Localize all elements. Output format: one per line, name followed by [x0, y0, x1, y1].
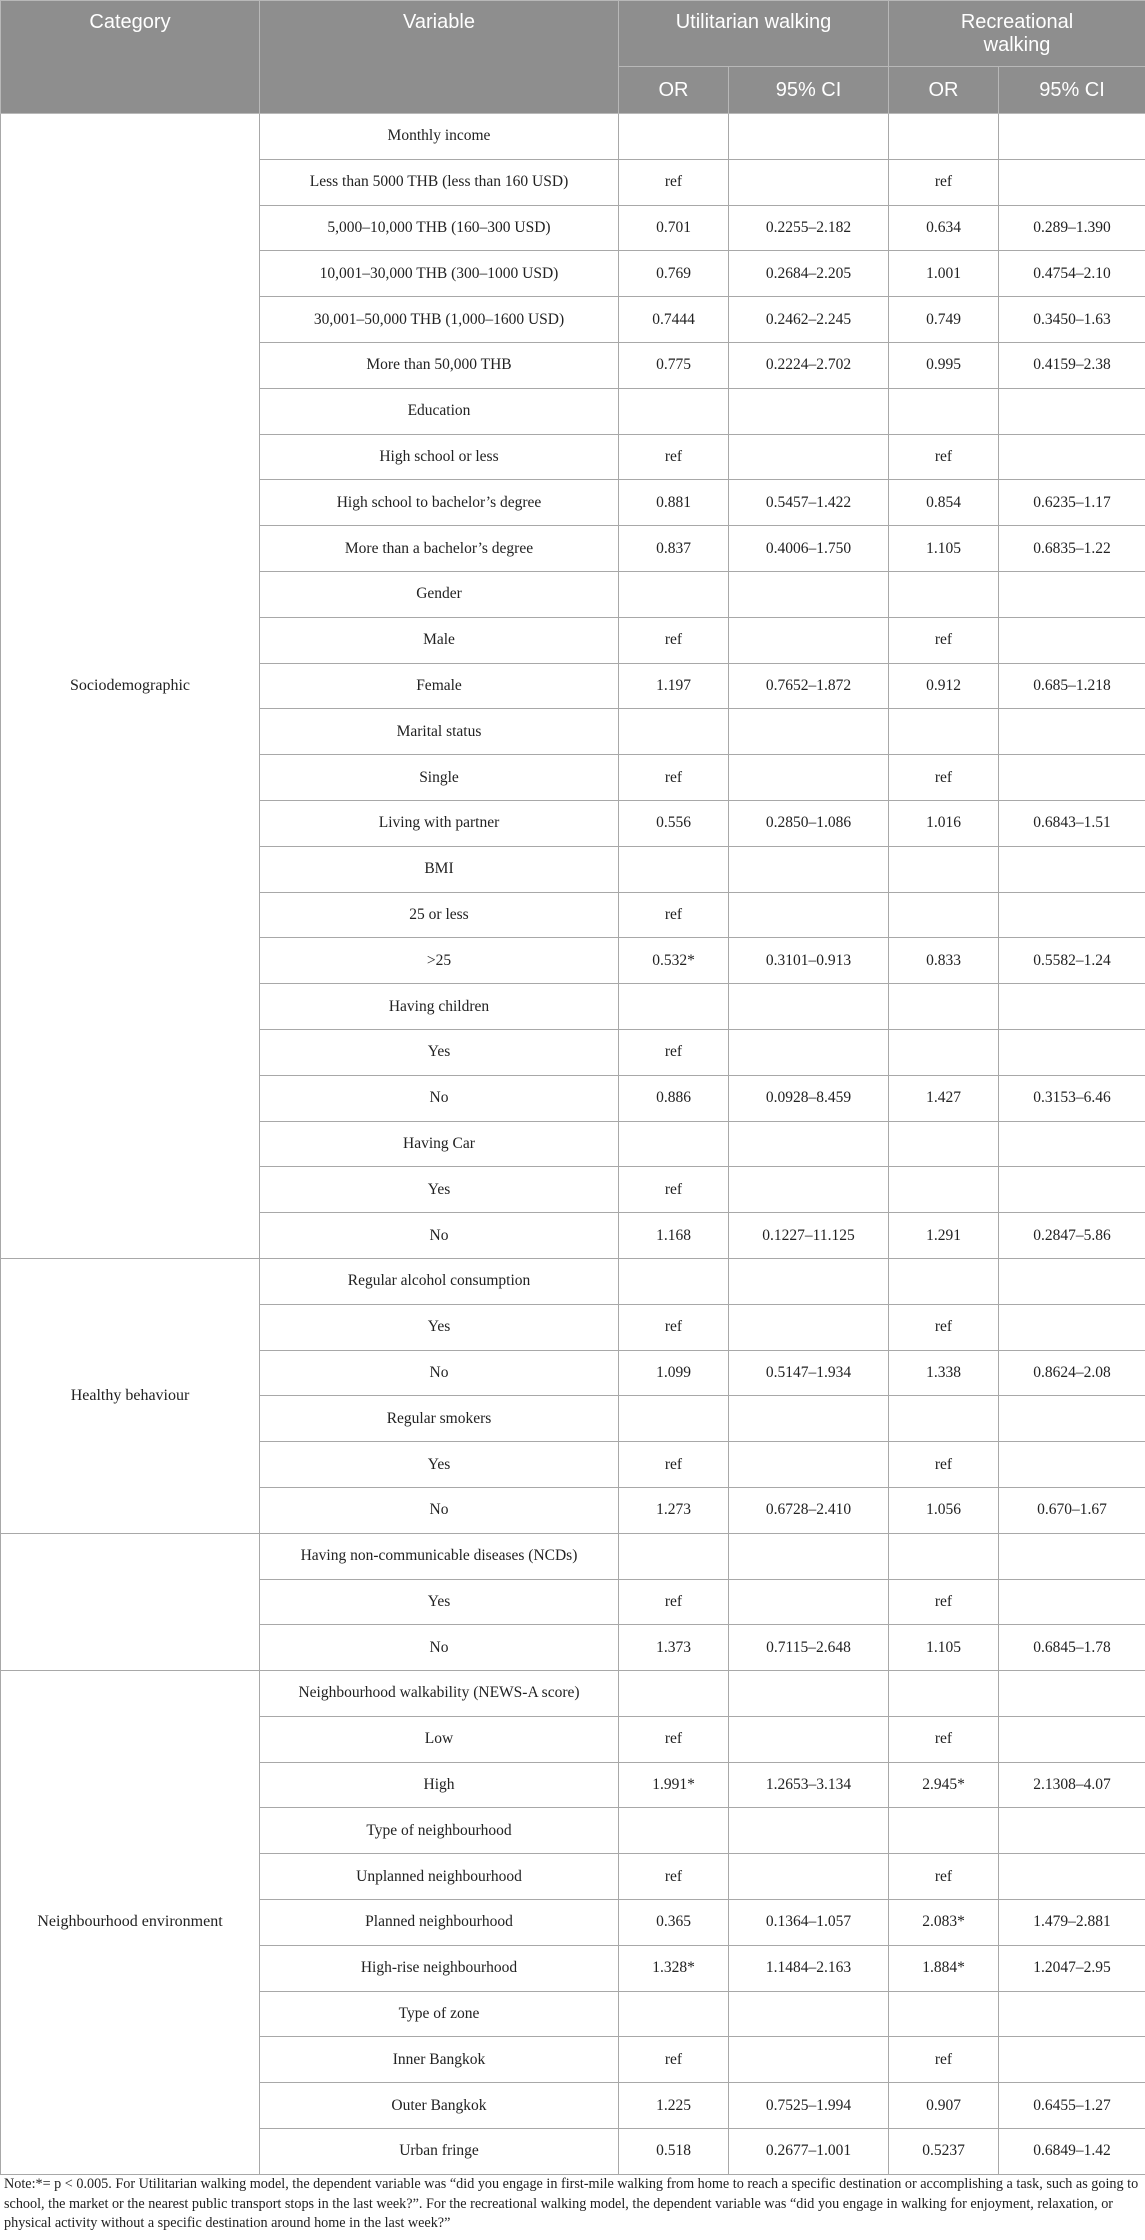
utilitarian-ci-cell: 0.0928–8.459	[729, 1075, 889, 1121]
variable-cell: No	[260, 1350, 619, 1396]
header-utilitarian-or: OR	[619, 67, 729, 114]
recreational-ci-cell	[999, 571, 1145, 617]
utilitarian-ci-cell	[729, 1167, 889, 1213]
header-recreational-or: OR	[889, 67, 999, 114]
recreational-or-cell	[889, 1991, 999, 2037]
utilitarian-or-cell: ref	[619, 755, 729, 801]
variable-cell: More than a bachelor’s degree	[260, 526, 619, 572]
utilitarian-ci-cell	[729, 755, 889, 801]
utilitarian-or-cell	[619, 1121, 729, 1167]
utilitarian-ci-cell	[729, 1854, 889, 1900]
recreational-or-cell	[889, 984, 999, 1030]
recreational-or-cell	[889, 571, 999, 617]
utilitarian-or-cell: 0.556	[619, 800, 729, 846]
utilitarian-or-cell	[619, 571, 729, 617]
variable-cell: No	[260, 1075, 619, 1121]
table-row	[1, 1671, 1145, 1717]
utilitarian-or-cell: ref	[619, 159, 729, 205]
recreational-ci-cell	[999, 1396, 1145, 1442]
recreational-or-cell: 0.634	[889, 205, 999, 251]
utilitarian-or-cell: ref	[619, 617, 729, 663]
variable-cell: Inner Bangkok	[260, 2037, 619, 2083]
utilitarian-or-cell: ref	[619, 1579, 729, 1625]
recreational-or-cell: 1.016	[889, 800, 999, 846]
utilitarian-ci-cell: 0.2850–1.086	[729, 800, 889, 846]
utilitarian-or-cell: 0.837	[619, 526, 729, 572]
category-cell: Healthy behaviour	[1, 1258, 260, 1533]
utilitarian-or-cell: ref	[619, 1442, 729, 1488]
variable-cell: Yes	[260, 1167, 619, 1213]
recreational-or-cell: 1.884*	[889, 1945, 999, 1991]
variable-cell: Female	[260, 663, 619, 709]
utilitarian-ci-cell	[729, 892, 889, 938]
utilitarian-or-cell: 0.769	[619, 251, 729, 297]
utilitarian-or-cell: 1.328*	[619, 1945, 729, 1991]
recreational-or-cell	[889, 1121, 999, 1167]
utilitarian-ci-cell: 0.7652–1.872	[729, 663, 889, 709]
recreational-ci-cell: 0.3153–6.46	[999, 1075, 1145, 1121]
variable-cell: Type of zone	[260, 1991, 619, 2037]
utilitarian-or-cell: 0.365	[619, 1900, 729, 1946]
utilitarian-ci-cell: 0.2677–1.001	[729, 2129, 889, 2175]
recreational-ci-cell	[999, 1854, 1145, 1900]
utilitarian-ci-cell	[729, 159, 889, 205]
variable-cell: >25	[260, 938, 619, 984]
utilitarian-ci-cell	[729, 388, 889, 434]
recreational-or-cell: ref	[889, 434, 999, 480]
recreational-ci-cell: 0.289–1.390	[999, 205, 1145, 251]
utilitarian-ci-cell: 1.2653–3.134	[729, 1762, 889, 1808]
recreational-or-cell: 1.105	[889, 526, 999, 572]
variable-cell: Having Car	[260, 1121, 619, 1167]
utilitarian-ci-cell	[729, 1533, 889, 1579]
recreational-ci-cell	[999, 1533, 1145, 1579]
utilitarian-ci-cell: 0.6728–2.410	[729, 1487, 889, 1533]
recreational-or-cell: 0.833	[889, 938, 999, 984]
table-row	[1, 1258, 1145, 1304]
utilitarian-or-cell	[619, 114, 729, 160]
utilitarian-or-cell	[619, 1991, 729, 2037]
recreational-or-cell: ref	[889, 1854, 999, 1900]
recreational-ci-cell: 0.5582–1.24	[999, 938, 1145, 984]
recreational-or-cell: 1.338	[889, 1350, 999, 1396]
recreational-ci-cell	[999, 1808, 1145, 1854]
utilitarian-ci-cell: 0.2224–2.702	[729, 342, 889, 388]
recreational-or-cell	[889, 846, 999, 892]
variable-cell: Regular alcohol consumption	[260, 1258, 619, 1304]
utilitarian-ci-cell: 0.4006–1.750	[729, 526, 889, 572]
utilitarian-or-cell: 1.373	[619, 1625, 729, 1671]
variable-cell: High-rise neighbourhood	[260, 1945, 619, 1991]
variable-cell: Type of neighbourhood	[260, 1808, 619, 1854]
variable-cell: Outer Bangkok	[260, 2083, 619, 2129]
utilitarian-ci-cell	[729, 1396, 889, 1442]
utilitarian-or-cell: 1.099	[619, 1350, 729, 1396]
utilitarian-ci-cell	[729, 709, 889, 755]
recreational-or-cell	[889, 709, 999, 755]
utilitarian-ci-cell: 0.7525–1.994	[729, 2083, 889, 2129]
recreational-ci-cell: 1.2047–2.95	[999, 1945, 1145, 1991]
variable-cell: No	[260, 1625, 619, 1671]
utilitarian-or-cell	[619, 846, 729, 892]
utilitarian-ci-cell	[729, 617, 889, 663]
recreational-or-cell: ref	[889, 159, 999, 205]
recreational-ci-cell	[999, 1121, 1145, 1167]
variable-cell: 30,001–50,000 THB (1,000–1600 USD)	[260, 297, 619, 343]
variable-cell: High	[260, 1762, 619, 1808]
utilitarian-ci-cell	[729, 1442, 889, 1488]
utilitarian-or-cell	[619, 1396, 729, 1442]
recreational-ci-cell: 0.670–1.67	[999, 1487, 1145, 1533]
variable-cell: Unplanned neighbourhood	[260, 1854, 619, 1900]
utilitarian-or-cell: 0.7444	[619, 297, 729, 343]
utilitarian-or-cell: ref	[619, 434, 729, 480]
table-row	[1, 1533, 1145, 1579]
header-utilitarian-walking: Utilitarian walking	[619, 1, 889, 67]
utilitarian-or-cell: 1.273	[619, 1487, 729, 1533]
utilitarian-ci-cell: 0.2255–2.182	[729, 205, 889, 251]
recreational-or-cell	[889, 1167, 999, 1213]
variable-cell: Regular smokers	[260, 1396, 619, 1442]
recreational-or-cell	[889, 388, 999, 434]
utilitarian-or-cell: ref	[619, 1304, 729, 1350]
recreational-or-cell	[889, 1808, 999, 1854]
recreational-ci-cell	[999, 1029, 1145, 1075]
recreational-or-cell: 1.001	[889, 251, 999, 297]
utilitarian-ci-cell	[729, 984, 889, 1030]
variable-cell: BMI	[260, 846, 619, 892]
category-cell	[1, 1533, 260, 1670]
variable-cell: Yes	[260, 1029, 619, 1075]
utilitarian-or-cell	[619, 1258, 729, 1304]
utilitarian-or-cell	[619, 388, 729, 434]
utilitarian-ci-cell: 0.2462–2.245	[729, 297, 889, 343]
variable-cell: No	[260, 1213, 619, 1259]
recreational-or-cell: 0.995	[889, 342, 999, 388]
recreational-or-cell	[889, 1671, 999, 1717]
recreational-or-cell: 1.105	[889, 1625, 999, 1671]
utilitarian-ci-cell	[729, 1671, 889, 1717]
recreational-ci-cell: 2.1308–4.07	[999, 1762, 1145, 1808]
recreational-ci-cell: 0.6843–1.51	[999, 800, 1145, 846]
recreational-ci-cell: 0.6835–1.22	[999, 526, 1145, 572]
category-cell: Sociodemographic	[1, 114, 260, 1259]
variable-cell: Education	[260, 388, 619, 434]
utilitarian-ci-cell	[729, 114, 889, 160]
recreational-ci-cell: 0.6235–1.17	[999, 480, 1145, 526]
recreational-ci-cell: 0.8624–2.08	[999, 1350, 1145, 1396]
variable-cell: Single	[260, 755, 619, 801]
recreational-or-cell	[889, 114, 999, 160]
recreational-or-cell	[889, 1258, 999, 1304]
variable-cell: Living with partner	[260, 800, 619, 846]
header-utilitarian-ci: 95% CI	[729, 67, 889, 114]
recreational-ci-cell	[999, 1304, 1145, 1350]
variable-cell: Urban fringe	[260, 2129, 619, 2175]
variable-cell: 25 or less	[260, 892, 619, 938]
recreational-ci-cell	[999, 755, 1145, 801]
variable-cell: High school or less	[260, 434, 619, 480]
recreational-ci-cell: 0.6845–1.78	[999, 1625, 1145, 1671]
utilitarian-ci-cell: 0.7115–2.648	[729, 1625, 889, 1671]
utilitarian-or-cell: ref	[619, 1716, 729, 1762]
recreational-ci-cell: 0.685–1.218	[999, 663, 1145, 709]
recreational-or-cell	[889, 1396, 999, 1442]
recreational-ci-cell: 0.4159–2.38	[999, 342, 1145, 388]
variable-cell: Neighbourhood walkability (NEWS-A score)	[260, 1671, 619, 1717]
utilitarian-ci-cell	[729, 1029, 889, 1075]
variable-cell: Having non-communicable diseases (NCDs)	[260, 1533, 619, 1579]
variable-cell: Yes	[260, 1304, 619, 1350]
utilitarian-ci-cell: 1.1484–2.163	[729, 1945, 889, 1991]
recreational-or-cell: 1.427	[889, 1075, 999, 1121]
recreational-ci-cell	[999, 1671, 1145, 1717]
utilitarian-or-cell: 0.532*	[619, 938, 729, 984]
recreational-ci-cell	[999, 1579, 1145, 1625]
utilitarian-ci-cell: 0.5147–1.934	[729, 1350, 889, 1396]
variable-cell: Planned neighbourhood	[260, 1900, 619, 1946]
table-body	[1, 114, 1145, 2175]
variable-cell: Having children	[260, 984, 619, 1030]
recreational-ci-cell	[999, 846, 1145, 892]
utilitarian-or-cell: 0.886	[619, 1075, 729, 1121]
recreational-ci-cell	[999, 114, 1145, 160]
variable-cell: Yes	[260, 1579, 619, 1625]
table-footnote	[4, 2175, 1140, 2234]
utilitarian-or-cell: 0.775	[619, 342, 729, 388]
recreational-ci-cell	[999, 159, 1145, 205]
utilitarian-or-cell: 1.168	[619, 1213, 729, 1259]
recreational-ci-cell	[999, 892, 1145, 938]
recreational-ci-cell: 0.6849–1.42	[999, 2129, 1145, 2175]
utilitarian-or-cell: 0.518	[619, 2129, 729, 2175]
recreational-or-cell	[889, 1029, 999, 1075]
recreational-or-cell	[889, 892, 999, 938]
utilitarian-ci-cell: 0.1364–1.057	[729, 1900, 889, 1946]
recreational-or-cell: ref	[889, 1716, 999, 1762]
utilitarian-or-cell: ref	[619, 892, 729, 938]
utilitarian-or-cell: 1.225	[619, 2083, 729, 2129]
header-variable: Variable	[260, 1, 619, 114]
table-header	[1, 1, 1145, 114]
utilitarian-or-cell	[619, 1671, 729, 1717]
recreational-or-cell: 1.291	[889, 1213, 999, 1259]
recreational-or-cell: 0.907	[889, 2083, 999, 2129]
recreational-ci-cell	[999, 388, 1145, 434]
recreational-or-cell: 0.854	[889, 480, 999, 526]
utilitarian-ci-cell: 0.2684–2.205	[729, 251, 889, 297]
utilitarian-or-cell: 1.991*	[619, 1762, 729, 1808]
utilitarian-or-cell: ref	[619, 1029, 729, 1075]
recreational-ci-cell	[999, 709, 1145, 755]
recreational-ci-cell	[999, 2037, 1145, 2083]
utilitarian-or-cell: 1.197	[619, 663, 729, 709]
recreational-or-cell: 2.083*	[889, 1900, 999, 1946]
recreational-ci-cell: 1.479–2.881	[999, 1900, 1145, 1946]
recreational-ci-cell	[999, 1716, 1145, 1762]
utilitarian-ci-cell	[729, 1121, 889, 1167]
variable-cell: Male	[260, 617, 619, 663]
recreational-or-cell: ref	[889, 617, 999, 663]
utilitarian-or-cell	[619, 709, 729, 755]
recreational-ci-cell: 0.4754–2.10	[999, 251, 1145, 297]
recreational-ci-cell	[999, 1442, 1145, 1488]
utilitarian-ci-cell	[729, 1716, 889, 1762]
recreational-or-cell: ref	[889, 1304, 999, 1350]
variable-cell: Monthly income	[260, 114, 619, 160]
recreational-or-cell: ref	[889, 2037, 999, 2083]
header-recreational-ci: 95% CI	[999, 67, 1145, 114]
recreational-or-cell: 0.5237	[889, 2129, 999, 2175]
utilitarian-ci-cell	[729, 571, 889, 617]
recreational-or-cell: 0.749	[889, 297, 999, 343]
footnote-text: Note:*= p < 0.005. For Utilitarian walking model, the dependent variable was “did you engage in first-mile walking from home to reach a specific destination or accomplishing a task, such as going to school, the market or the nearest public transport stops in the last week?”. For the recreational walking model, the dependent variable was “did you engage in walking for enjoyment, relaxation, or physical activity without a specific destination around home in the last week?”	[4, 2176, 1139, 2231]
utilitarian-or-cell: ref	[619, 2037, 729, 2083]
recreational-ci-cell	[999, 984, 1145, 1030]
recreational-or-cell: 0.912	[889, 663, 999, 709]
recreational-ci-cell	[999, 1991, 1145, 2037]
variable-cell: High school to bachelor’s degree	[260, 480, 619, 526]
utilitarian-or-cell	[619, 1808, 729, 1854]
header-recreational-walking: Recreational walking	[889, 1, 1145, 67]
variable-cell: 10,001–30,000 THB (300–1000 USD)	[260, 251, 619, 297]
utilitarian-ci-cell	[729, 846, 889, 892]
utilitarian-ci-cell	[729, 2037, 889, 2083]
utilitarian-ci-cell	[729, 1579, 889, 1625]
variable-cell: Yes	[260, 1442, 619, 1488]
utilitarian-or-cell: 0.701	[619, 205, 729, 251]
recreational-or-cell: ref	[889, 755, 999, 801]
recreational-or-cell: 2.945*	[889, 1762, 999, 1808]
recreational-ci-cell	[999, 434, 1145, 480]
variable-cell: 5,000–10,000 THB (160–300 USD)	[260, 205, 619, 251]
recreational-or-cell	[889, 1533, 999, 1579]
table-row	[1, 114, 1145, 160]
utilitarian-ci-cell	[729, 1304, 889, 1350]
recreational-or-cell: ref	[889, 1442, 999, 1488]
utilitarian-or-cell	[619, 1533, 729, 1579]
variable-cell: Low	[260, 1716, 619, 1762]
utilitarian-or-cell: ref	[619, 1167, 729, 1213]
recreational-ci-cell	[999, 617, 1145, 663]
recreational-ci-cell: 0.6455–1.27	[999, 2083, 1145, 2129]
variable-cell: More than 50,000 THB	[260, 342, 619, 388]
variable-cell: Less than 5000 THB (less than 160 USD)	[260, 159, 619, 205]
utilitarian-ci-cell	[729, 434, 889, 480]
utilitarian-or-cell	[619, 984, 729, 1030]
variable-cell: Gender	[260, 571, 619, 617]
utilitarian-or-cell: 0.881	[619, 480, 729, 526]
recreational-ci-cell: 0.3450–1.63	[999, 297, 1145, 343]
utilitarian-ci-cell: 0.1227–11.125	[729, 1213, 889, 1259]
utilitarian-ci-cell	[729, 1258, 889, 1304]
recreational-or-cell: 1.056	[889, 1487, 999, 1533]
variable-cell: Marital status	[260, 709, 619, 755]
header-category: Category	[1, 1, 260, 114]
category-cell: Neighbourhood environment	[1, 1671, 260, 2175]
variable-cell: No	[260, 1487, 619, 1533]
utilitarian-ci-cell: 0.3101–0.913	[729, 938, 889, 984]
utilitarian-ci-cell	[729, 1808, 889, 1854]
recreational-ci-cell: 0.2847–5.86	[999, 1213, 1145, 1259]
recreational-or-cell: ref	[889, 1579, 999, 1625]
recreational-ci-cell	[999, 1258, 1145, 1304]
utilitarian-ci-cell	[729, 1991, 889, 2037]
recreational-ci-cell	[999, 1167, 1145, 1213]
utilitarian-or-cell: ref	[619, 1854, 729, 1900]
utilitarian-ci-cell: 0.5457–1.422	[729, 480, 889, 526]
